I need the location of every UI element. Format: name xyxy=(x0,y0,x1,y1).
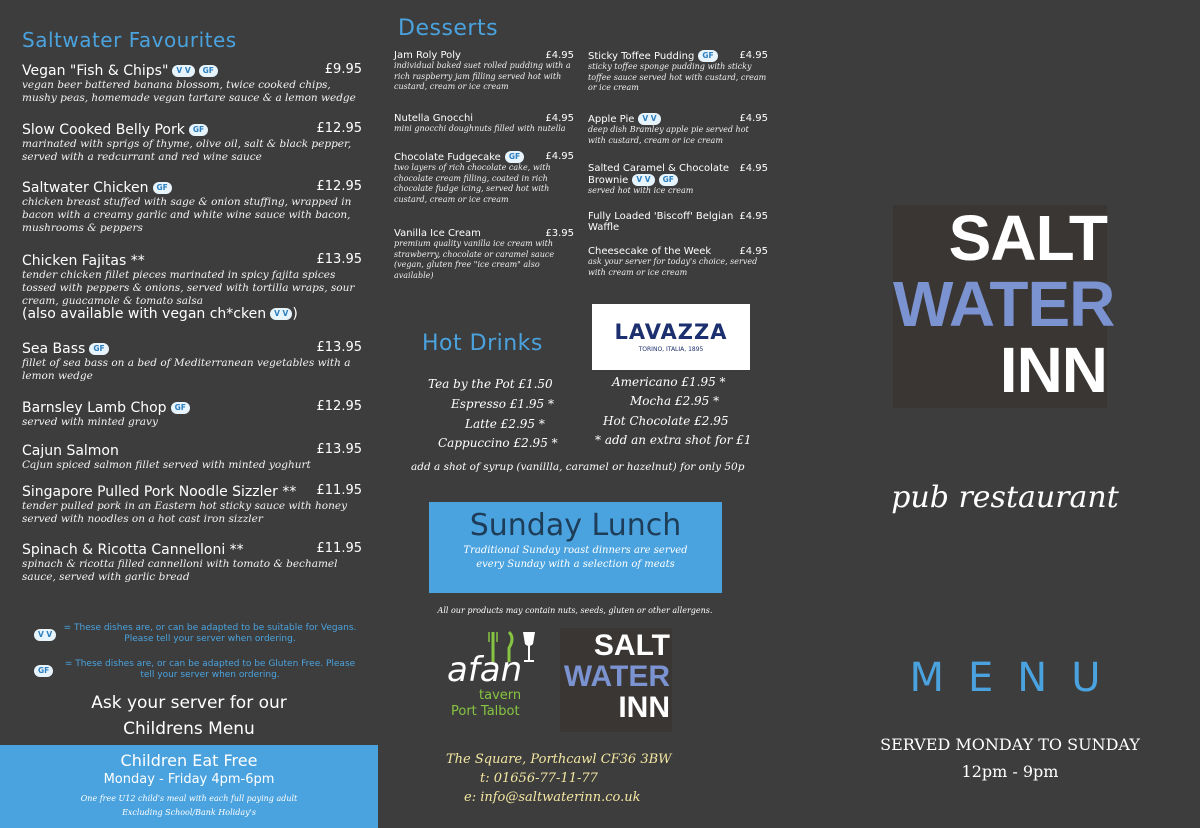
dessert-name: Vanilla Ice Cream xyxy=(394,228,481,239)
served-hours: 12pm - 9pm xyxy=(961,762,1059,781)
favourite-item xyxy=(22,250,362,308)
item-name: Sea Bass xyxy=(22,341,86,357)
saltwater-logo-small: SALT WATER INN xyxy=(560,628,672,732)
dessert-desc: ask your server for today's choice, served with cream or ice cream xyxy=(588,257,758,277)
dessert-desc: mini gnocchi doughnuts filled with nutella xyxy=(394,124,566,133)
favourite-item xyxy=(22,397,362,429)
dessert-item xyxy=(588,246,768,278)
favourites-title: Saltwater Favourites xyxy=(22,28,237,52)
item-price: £13.95 xyxy=(316,252,362,267)
dessert-name: Nutella Gnocchi xyxy=(394,113,474,124)
dessert-desc: two layers of rich chocolate cake, with chocolate cream filling, coated in rich chocolate fudge icing, served hot with custard, cream or ice cream xyxy=(394,163,551,204)
dessert-price: £3.95 xyxy=(545,228,574,239)
dessert-desc: premium quality vanilla ice cream with strawberry, chocolate or caramel sauce (vegan, gluten free "ice cream" also available) xyxy=(394,239,555,280)
vegan-badge-icon: V V xyxy=(632,174,654,186)
gf-badge-icon: GF xyxy=(659,174,678,186)
dessert-name: Jam Roly Poly xyxy=(394,50,461,61)
children-eat-free-line1: One free U12 child's meal with each full paying adult xyxy=(80,794,298,803)
favourite-item xyxy=(22,177,362,235)
dessert-price: £4.95 xyxy=(545,151,574,162)
drink-americano: Americano £1.95 * xyxy=(612,375,726,389)
children-eat-free-title: Children Eat Free xyxy=(120,751,258,770)
sunday-lunch-box xyxy=(429,502,722,593)
item-name: Singapore Pulled Pork Noodle Sizzler ** xyxy=(22,484,297,500)
children-eat-free-times: Monday - Friday 4pm-6pm xyxy=(103,772,275,787)
gf-badge-icon: GF xyxy=(505,151,524,163)
dessert-desc: sticky toffee sponge pudding with sticky toffee sauce served hot with custard, cream or ice cream xyxy=(588,62,767,92)
drink-tea: Tea by the Pot £1.50 xyxy=(428,377,553,391)
saltwater-logo-large: SALT WATER INN xyxy=(893,202,1115,406)
address: The Square, Porthcawl CF36 3BW t: 01656-77-11-77 e: info@saltwaterinn.co.uk xyxy=(446,752,672,805)
item-name: Chicken Fajitas ** xyxy=(22,253,145,269)
dessert-desc: individual baked suet rolled pudding with a rich raspberry jam filling served hot with custard, cream or ice cream xyxy=(394,61,571,91)
dessert-item xyxy=(588,50,768,94)
dessert-price: £4.95 xyxy=(739,246,768,257)
item-desc: tender chicken fillet pieces marinated in spicy fajita spices tossed with peppers & onions, served with tortilla wraps, sour cream, guacamole & tomato salsa xyxy=(22,269,355,307)
favourite-item xyxy=(22,60,362,105)
gf-badge-icon: GF xyxy=(189,124,208,136)
item-desc: Cajun spiced salmon fillet served with minted yoghurt xyxy=(22,459,311,471)
item-name: Spinach & Ricotta Cannelloni ** xyxy=(22,542,244,558)
dessert-desc: deep dish Bramley apple pie served hot with custard, cream or ice cream xyxy=(588,125,749,145)
drink-cappuccino: Cappuccino £2.95 * xyxy=(438,436,558,450)
gf-badge-icon: GF xyxy=(171,402,190,414)
key-vegan-text: = These dishes are, or can be adapted to be suitable for Vegans. Please tell your server when ordering. xyxy=(63,623,357,644)
item-name: Vegan "Fish & Chips" xyxy=(22,63,169,79)
item-price: £12.95 xyxy=(316,399,362,414)
allergen-note: All our products may contain nuts, seeds, gluten or other allergens. xyxy=(437,606,713,615)
item-price: £12.95 xyxy=(316,179,362,194)
children-eat-free-box xyxy=(0,745,378,828)
item-price: £13.95 xyxy=(316,340,362,355)
dessert-price: £4.95 xyxy=(739,211,768,222)
item-desc: served with minted gravy xyxy=(22,416,158,428)
item-name: Saltwater Chicken xyxy=(22,180,149,196)
sunday-lunch-line2: every Sunday with a selection of meats xyxy=(476,559,675,570)
dessert-item xyxy=(588,163,768,197)
favourite-item xyxy=(22,481,362,526)
dessert-price: £4.95 xyxy=(739,163,768,174)
gf-badge-icon: GF xyxy=(34,665,53,677)
favourite-item xyxy=(22,119,362,164)
dessert-desc: served hot with ice cream xyxy=(588,186,694,195)
item-desc: tender pulled pork in an Eastern hot sticky sauce with honey served with noodles on a hot cast iron sizzler xyxy=(22,500,348,525)
drink-latte: Latte £2.95 * xyxy=(465,417,545,431)
key-vegan xyxy=(34,624,56,643)
hot-drinks-title: Hot Drinks xyxy=(422,331,543,356)
menu-heading: MENU xyxy=(909,655,1125,701)
dessert-item xyxy=(394,50,574,93)
dessert-price: £4.95 xyxy=(545,113,574,124)
drink-syrup: add a shot of syrup (vanillla, caramel or hazelnut) for only 50p xyxy=(411,461,745,473)
gf-badge-icon: GF xyxy=(153,182,172,194)
dessert-item xyxy=(588,113,768,146)
item-name: Slow Cooked Belly Pork xyxy=(22,122,185,138)
fajita-vegan-note: (also available with vegan ch*cken V V ) xyxy=(22,306,298,322)
tagline: pub restaurant xyxy=(891,480,1119,515)
item-price: £11.95 xyxy=(316,541,362,556)
dessert-item xyxy=(394,151,574,205)
dessert-name: Cheesecake of the Week xyxy=(588,246,712,257)
favourite-item xyxy=(22,440,362,472)
drink-extra-shot: * add an extra shot for £1 xyxy=(595,433,752,447)
item-price: £12.95 xyxy=(316,121,362,136)
childrens-menu-note: Ask your server for our Childrens Menu xyxy=(91,693,287,739)
key-gf-text: = These dishes are, or can be adapted to be Gluten Free. Please tell your server when ordering. xyxy=(64,659,356,680)
dessert-price: £4.95 xyxy=(739,50,768,61)
vegan-badge-icon: V V xyxy=(34,629,56,641)
vegan-badge-icon: V V xyxy=(270,308,292,320)
item-price: £13.95 xyxy=(316,442,362,457)
desserts-title: Desserts xyxy=(398,16,499,41)
dessert-price: £4.95 xyxy=(545,50,574,61)
children-eat-free-line2: Excluding School/Bank Holiday's xyxy=(122,808,256,817)
dessert-item xyxy=(394,228,574,281)
served-days: SERVED MONDAY TO SUNDAY xyxy=(880,735,1140,754)
favourite-item xyxy=(22,539,362,584)
gf-badge-icon: GF xyxy=(199,65,218,77)
lavazza-logo: LAVAZZA TORINO, ITALIA, 1895 xyxy=(592,304,750,370)
dessert-name: Salted Caramel & Chocolate Brownie xyxy=(588,163,730,186)
drink-espresso: Espresso £1.95 * xyxy=(451,397,554,411)
item-price: £11.95 xyxy=(316,483,362,498)
item-desc: marinated with sprigs of thyme, olive oil, salt & black pepper, served with a redcurrant and red wine sauce xyxy=(22,138,352,163)
sunday-lunch-line1: Traditional Sunday roast dinners are served xyxy=(463,545,688,556)
drink-mocha: Mocha £2.95 * xyxy=(630,394,720,408)
dessert-name: Sticky Toffee Pudding xyxy=(588,51,695,62)
dessert-price: £4.95 xyxy=(739,113,768,124)
favourite-item xyxy=(22,338,362,383)
gf-badge-icon: GF xyxy=(89,343,108,355)
item-name: Barnsley Lamb Chop xyxy=(22,400,167,416)
dessert-name: Chocolate Fudgecake xyxy=(394,152,501,163)
dessert-item xyxy=(394,113,574,135)
vegan-badge-icon: V V xyxy=(172,65,194,77)
item-desc: vegan beer battered banana blossom, twice cooked chips, mushy peas, homemade vegan tartare sauce & a lemon wedge xyxy=(22,79,356,104)
item-price: £9.95 xyxy=(324,62,362,77)
item-name: Cajun Salmon xyxy=(22,443,119,459)
gf-badge-icon: GF xyxy=(698,50,717,62)
dessert-name: Fully Loaded 'Biscoff' Belgian Waffle xyxy=(588,211,734,233)
item-desc: fillet of sea bass on a bed of Mediterranean vegetables with a lemon wedge xyxy=(22,357,351,382)
afan-tavern-logo: afan tavern Port Talbot xyxy=(447,630,547,722)
sunday-lunch-title: Sunday Lunch xyxy=(469,508,682,543)
key-gf xyxy=(34,660,53,679)
dessert-name: Apple Pie xyxy=(588,114,635,125)
dessert-item xyxy=(588,211,768,233)
item-desc: spinach & ricotta filled cannelloni with tomato & bechamel sauce, served with garlic bread xyxy=(22,558,338,583)
item-desc: chicken breast stuffed with sage & onion stuffing, wrapped in bacon with a creamy garlic and white wine sauce with bacon, mushrooms & peppers xyxy=(22,196,352,234)
drink-hot-chocolate: Hot Chocolate £2.95 xyxy=(603,414,729,428)
vegan-badge-icon: V V xyxy=(638,113,660,125)
